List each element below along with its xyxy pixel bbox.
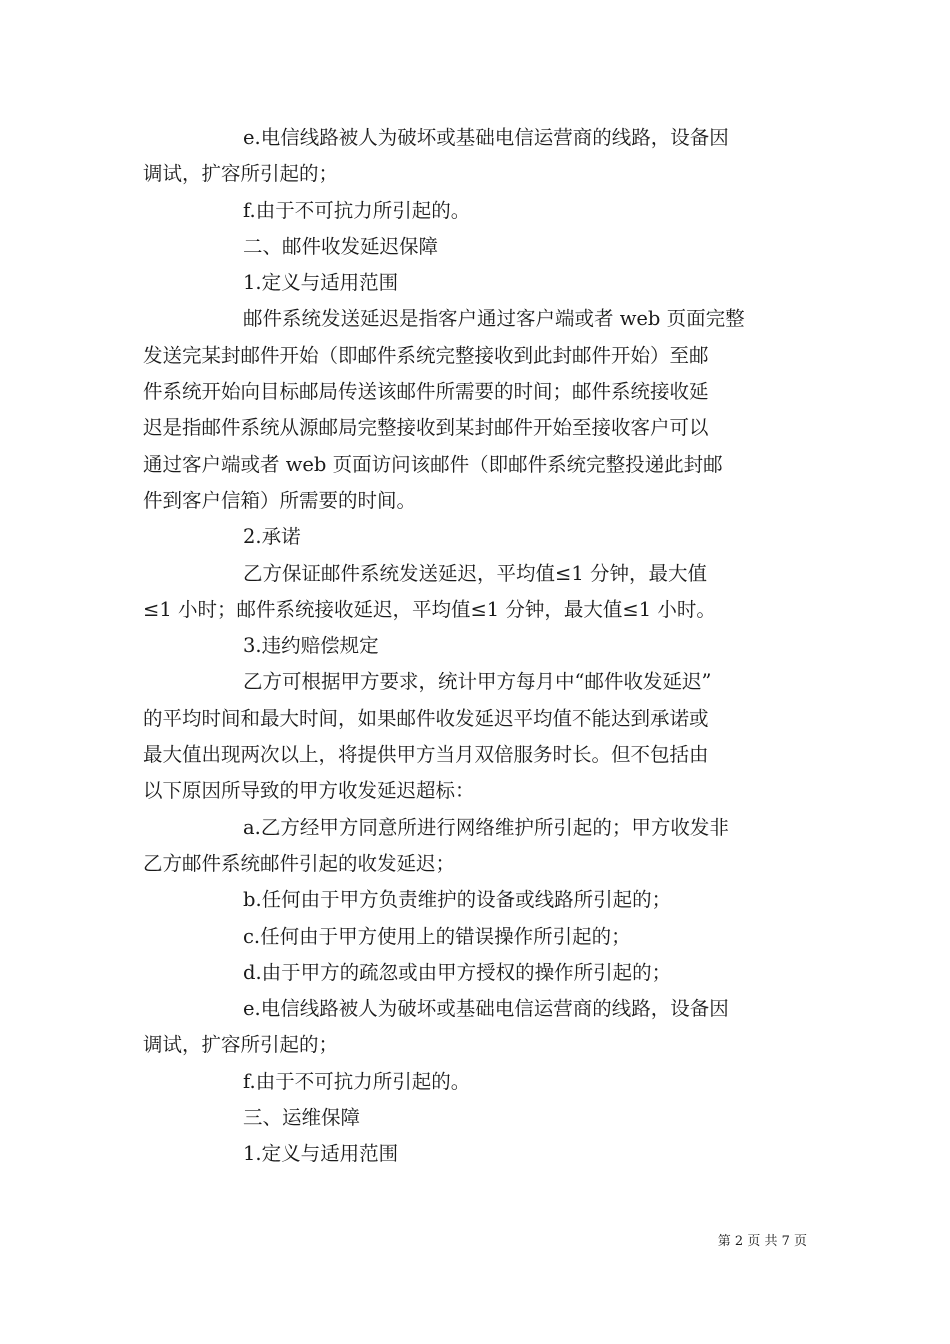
text-line: 调试，扩容所引起的； (143, 1033, 339, 1057)
text-line: 的平均时间和最大时间，如果邮件收发延迟平均值不能达到承诺或 (143, 706, 709, 730)
text-line: f.由于不可抗力所引起的。 (243, 198, 471, 222)
text-line: 发送完某封邮件开始（即邮件系统完整接收到此封邮件开始）至邮 (143, 343, 709, 367)
subsection-heading: 2.承诺 (243, 525, 301, 549)
list-item: d.由于甲方的疏忽或由甲方授权的操作所引起的； (243, 960, 672, 984)
text-line: 乙方邮件系统邮件引起的收发延迟； (143, 851, 456, 875)
list-item: c.任何由于甲方使用上的错误操作所引起的； (243, 924, 631, 948)
page-number: 第 2 页 共 7 页 (717, 1234, 807, 1249)
text-line: ≤1 小时；邮件系统接收延迟，平均值≤1 分钟，最大值≤1 小时。 (143, 597, 716, 621)
list-item: b.任何由于甲方负责维护的设备或线路所引起的； (243, 888, 672, 912)
list-item: a.乙方经甲方同意所进行网络维护所引起的；甲方收发非 (243, 815, 729, 839)
list-item: e.电信线路被人为破坏或基础电信运营商的线路，设备因 (243, 997, 729, 1021)
text-line: 邮件系统发送延迟是指客户通过客户端或者 web 页面完整 (243, 307, 745, 331)
text-line: 件到客户信箱）所需要的时间。 (143, 488, 417, 512)
text-line: 以下原因所导致的甲方收发延迟超标： (143, 779, 475, 803)
subsection-heading: 1.定义与适用范围 (243, 1142, 399, 1166)
list-item: f.由于不可抗力所引起的。 (243, 1069, 471, 1093)
text-line: 迟是指邮件系统从源邮局完整接收到某封邮件开始至接收客户可以 (143, 416, 709, 440)
document-body (143, 120, 808, 1173)
text-line: 件系统开始向目标邮局传送该邮件所需要的时间；邮件系统接收延 (143, 380, 709, 404)
text-line: 调试，扩容所引起的； (143, 162, 339, 186)
subsection-heading: 3.违约赔偿规定 (243, 634, 379, 658)
text-line: 乙方保证邮件系统发送延迟，平均值≤1 分钟，最大值 (243, 561, 707, 585)
section-heading: 二、邮件收发延迟保障 (243, 234, 439, 258)
text-line: 最大值出现两次以上，将提供甲方当月双倍服务时长。但不包括由 (143, 743, 709, 767)
section-heading: 三、运维保障 (243, 1106, 361, 1130)
text-line: 通过客户端或者 web 页面访问该邮件（即邮件系统完整投递此封邮 (143, 452, 723, 476)
subsection-heading: 1.定义与适用范围 (243, 271, 399, 295)
text-line: e.电信线路被人为破坏或基础电信运营商的线路，设备因 (243, 126, 729, 149)
text-line: 乙方可根据甲方要求，统计甲方每月中“邮件收发延迟” (243, 670, 712, 694)
